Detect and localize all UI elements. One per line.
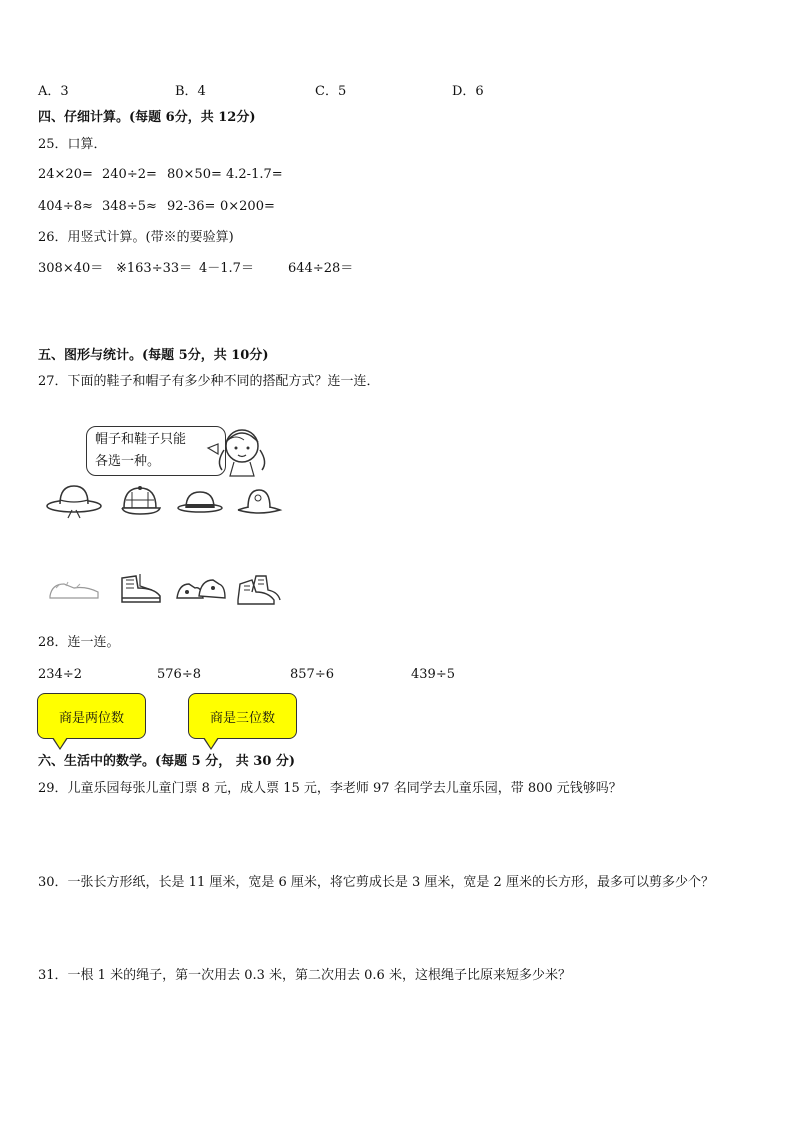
q25-r1-c4: 4.2-1.7= <box>226 167 283 182</box>
option-d: D．6 <box>452 84 484 99</box>
q28-expr-2: 576÷8 <box>157 667 201 682</box>
q25-r2-c3: 92-36= <box>167 199 216 214</box>
q26-item-4: 644÷28＝ <box>288 261 354 276</box>
section-5-heading: 五、图形与统计。(每题 5分，共 10分) <box>38 348 269 363</box>
q26-item-1: 308×40＝ <box>38 261 104 276</box>
section-4-heading: 四、仔细计算。(每题 6分，共 12分) <box>38 110 256 125</box>
hat-icon-3 <box>176 484 224 518</box>
shoe-icon-2 <box>116 568 166 608</box>
q25-r1-c3: 80×50= <box>167 167 222 182</box>
shoe-icon-3 <box>175 572 227 606</box>
option-b: B．4 <box>175 84 206 99</box>
section-6-heading: 六、生活中的数学。(每题 5 分， 共 30 分) <box>38 754 296 769</box>
q26-item-2: ※163÷33＝ <box>116 261 193 276</box>
q25-r2-c2: 348÷5≈ <box>102 199 157 214</box>
q28-expr-3: 857÷6 <box>290 667 334 682</box>
hat-icon-1 <box>44 480 104 520</box>
box-three-digit-label: 商是三位数 <box>209 710 275 726</box>
q25-r2-c4: 0×200= <box>220 199 275 214</box>
q25-r1-c1: 24×20= <box>38 167 93 182</box>
q29-text: 29．儿童乐园每张儿童门票 8 元，成人票 15 元，李老师 97 名同学去儿童乐园，带 800 元钱够吗？ <box>38 781 622 796</box>
q28-title: 28．连一连。 <box>38 635 120 650</box>
shoe-icon-1 <box>46 574 102 604</box>
q26-item-3: 4－1.7＝ <box>199 261 254 276</box>
q25-r1-c2: 240÷2= <box>102 167 157 182</box>
box-three-digit-quotient <box>188 693 297 739</box>
q30-text: 30．一张长方形纸，长是 11 厘米，宽是 6 厘米，将它剪成长是 3 厘米，宽是 2 厘米的长方形，最多可以剪多少个？ <box>38 875 714 890</box>
hat-icon-2 <box>118 482 162 520</box>
speech-bubble <box>86 426 226 476</box>
option-c: C．5 <box>315 84 347 99</box>
q26-title: 26．用竖式计算。(带※的要验算) <box>38 230 234 245</box>
option-a: A．3 <box>38 84 69 99</box>
hat-icon-4 <box>236 482 282 518</box>
box-two-digit-label: 商是两位数 <box>58 710 124 726</box>
q25-title: 25．口算． <box>38 137 107 152</box>
q27-title: 27．下面的鞋子和帽子有多少种不同的搭配方式？连一连． <box>38 374 380 389</box>
q31-text: 31．一根 1 米的绳子，第一次用去 0.3 米，第二次用去 0.6 米，这根绳子比原来短多少米？ <box>38 968 571 983</box>
box-two-digit-quotient <box>37 693 146 739</box>
speech-line-2: 各选一种。 <box>95 454 161 469</box>
girl-icon <box>208 420 268 480</box>
shoe-icon-4 <box>234 570 282 608</box>
q28-expr-1: 234÷2 <box>38 667 82 682</box>
speech-line-1: 帽子和鞋子只能 <box>95 432 187 447</box>
q28-expr-4: 439÷5 <box>411 667 455 682</box>
q25-r2-c1: 404÷8≈ <box>38 199 93 214</box>
